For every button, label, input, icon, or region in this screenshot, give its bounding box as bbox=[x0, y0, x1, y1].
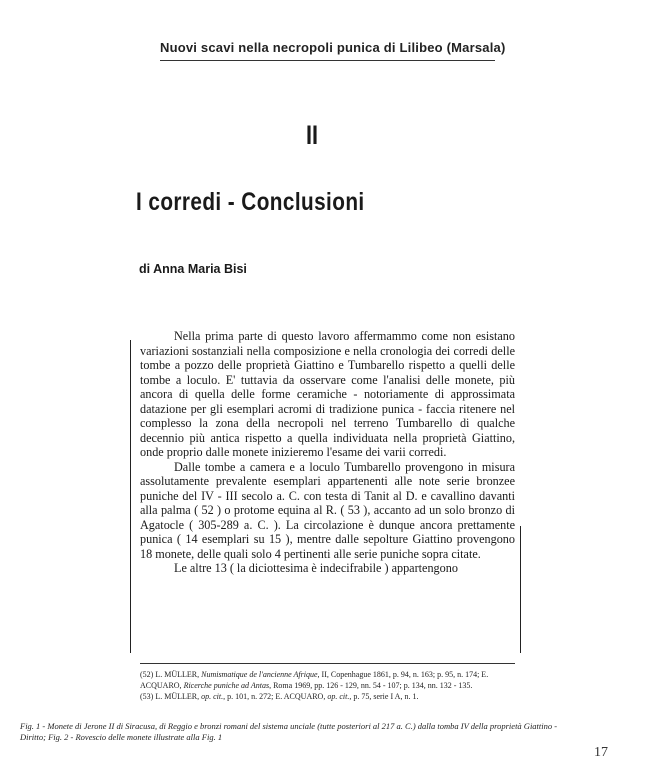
page-number: 17 bbox=[594, 745, 608, 760]
body-text bbox=[140, 329, 515, 576]
section-numeral: II bbox=[306, 120, 319, 150]
body-paragraph: Dalle tombe a camera e a loculo Tumbarello provengono in misura assolutamente prevalente esemplari appartenenti alle note serie bronzee puniche del IV - III secolo a. C. con testa di Tanit al D. e cavallino davanti alla palma ( 52 ) o protome equina al R. ( 53 ), accanto ad un solo bronzo di Agatocle ( 305-289 a. C. ). La circolazione è dunque ancora prettamente punica ( 14 esemplari su 15 ), mentre dalle sepolture Giattino provengono 18 monete, delle quali solo 4 pertinenti alle serie puniche sopra citate. bbox=[140, 459, 515, 561]
footnotes bbox=[140, 669, 515, 702]
running-head: Nuovi scavi nella necropoli punica di Lilibeo (Marsala) bbox=[160, 40, 495, 61]
margin-rule-left bbox=[130, 340, 131, 653]
article-title: I corredi - Conclusioni bbox=[136, 188, 365, 216]
body-paragraph: Nella prima parte di questo lavoro affermammo come non esistano variazioni sostanziali nella composizione e nella cronologia dei corredi delle tombe a pozzo delle proprietà Giattino e Tumbarello rispetto a quelli delle tombe a loculo. E' tuttavia da osservare come l'analisi delle monete, più ancora di quella delle forme ceramiche - notoriamente di approssimata datazione per gli esemplari acromi di tradizione punica - faccia ritenere nel complesso la zona della necropoli nel terreno Tumbarello di qualche decennio più antica rispetto a quella individuata nella proprietà Giattino, onde proprio dalle monete inizieremo l'esame dei varii corredi. bbox=[140, 329, 515, 459]
margin-rule-right bbox=[520, 526, 521, 653]
footnote-53: (53) L. MÜLLER, op. cit., p. 101, n. 272; E. ACQUARO, op. cit., p. 75, serie I A, n. 1. bbox=[140, 692, 419, 701]
body-paragraph: Le altre 13 ( la diciottesima è indecifrabile ) appartengono bbox=[174, 561, 458, 575]
footnote-52: (52) L. MÜLLER, Numismatique de l'ancienne Afrique, II, Copenhague 1861, p. 94, n. 163; p. 95, n. 174; E. ACQUARO, Ricerche puniche ad Antas, Roma 1969, pp. 126 - 129, nn. 54 - 107; p. 134, nn. 132 - 135. bbox=[140, 670, 489, 690]
footnote-rule bbox=[140, 663, 515, 664]
figure-caption: Fig. 1 - Monete di Jerone II di Siracusa, di Reggio e bronzi romani del sistema unciale (tutte posteriori al 217 a. C.) dalla tomba IV della proprietà Giattino - Diritto; Fig. 2 - Rovescio delle monete illustrate alla Fig. 1 bbox=[20, 721, 558, 742]
author-line: di Anna Maria Bisi bbox=[139, 262, 247, 276]
